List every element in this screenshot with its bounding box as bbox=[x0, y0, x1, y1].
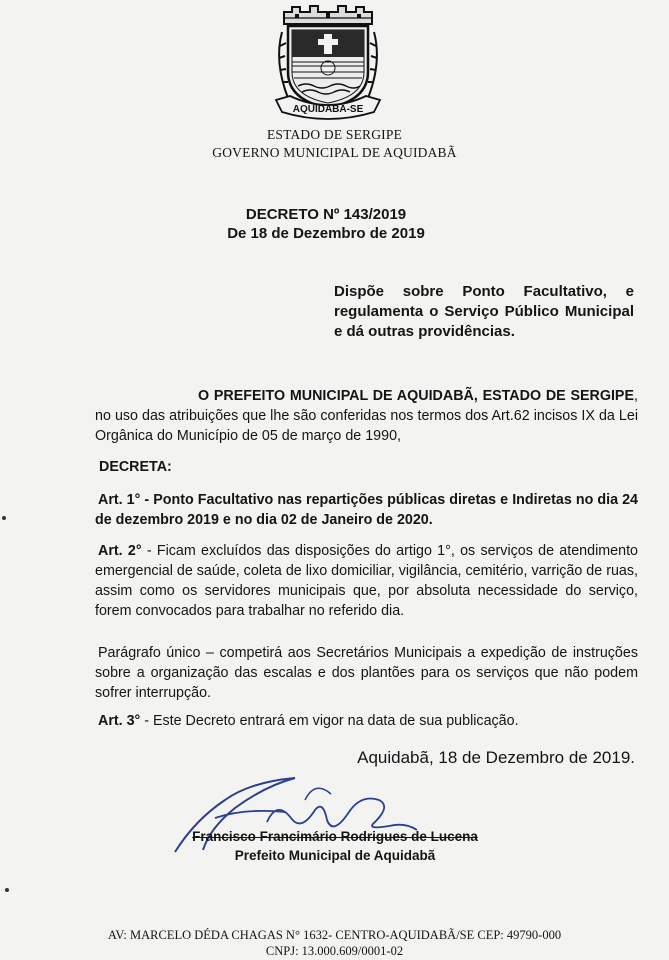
signature-icon bbox=[155, 760, 435, 860]
decree-summary: Dispõe sobre Ponto Facultativo, e regulamenta o Serviço Público Municipal e dá outras providências. bbox=[334, 283, 634, 340]
article-3-label: Art. 3° bbox=[98, 713, 141, 729]
article-2 bbox=[95, 541, 638, 621]
article-3-text: - Este Decreto entrará em vigor na data de sua publicação. bbox=[140, 713, 519, 729]
signer-name: Francisco Francimário Rodrigues de Lucena bbox=[192, 829, 478, 844]
decree-date: De 18 de Dezembro de 2019 bbox=[227, 225, 425, 242]
article-2-label: Art. 2° bbox=[98, 543, 142, 559]
crest-banner-text: AQUIDABÃ-SE bbox=[292, 104, 364, 115]
article-1-text: Art. 1° - Ponto Facultativo nas repartições públicas diretas e Indiretas no dia 24 de dezembro 2019 e no dia 02 de Janeiro de 2020. bbox=[95, 492, 638, 528]
decree-number: DECRETO Nº 143/2019 bbox=[245, 206, 407, 223]
margin-mark bbox=[2, 516, 6, 520]
preamble-lead: O PREFEITO MUNICIPAL DE AQUIDABÃ, ESTADO DE SERGIPE bbox=[198, 388, 635, 404]
place-and-date: Aquidabã, 18 de Dezembro de 2019. bbox=[357, 748, 635, 767]
paragraph-unico: Parágrafo único – competirá aos Secretários Municipais a expedição de instruções sobre a organização das escalas e dos plantões para os serviços que não podem sofrer interrupção. bbox=[95, 645, 638, 701]
article-1 bbox=[95, 490, 638, 530]
coat-of-arms-icon bbox=[268, 2, 388, 124]
margin-mark bbox=[5, 888, 9, 892]
preamble-rest: , no uso das atribuições que lhe são conferidas nos termos dos Art.62 incisos IX da Lei Orgânica do Município de 05 de março de 1990, bbox=[95, 388, 638, 444]
footer-cnpj: CNPJ: 13.000.609/0001-02 bbox=[265, 944, 404, 958]
article-2-text: - Ficam excluídos das disposições do artigo 1°, os serviços de atendimento emergencial de saúde, coleta de lixo domiciliar, vigilância, cemitério, varrição de ruas, assim como os servidores municipais que, por absoluta necessidade do serviço, forem convocados para trabalhar no referido dia. bbox=[95, 543, 638, 619]
article-3 bbox=[95, 711, 638, 731]
government-heading: GOVERNO MUNICIPAL DE AQUIDABÃ bbox=[212, 145, 457, 160]
decreta-heading: DECRETA: bbox=[99, 459, 172, 475]
preamble-paragraph bbox=[95, 386, 638, 446]
footer-address: AV: MARCELO DÉDA CHAGAS N° 1632- CENTRO-AQUIDABÃ/SE CEP: 49790-000 bbox=[107, 928, 562, 942]
state-heading: ESTADO DE SERGIPE bbox=[266, 127, 403, 142]
signer-role: Prefeito Municipal de Aquidabã bbox=[234, 848, 436, 863]
